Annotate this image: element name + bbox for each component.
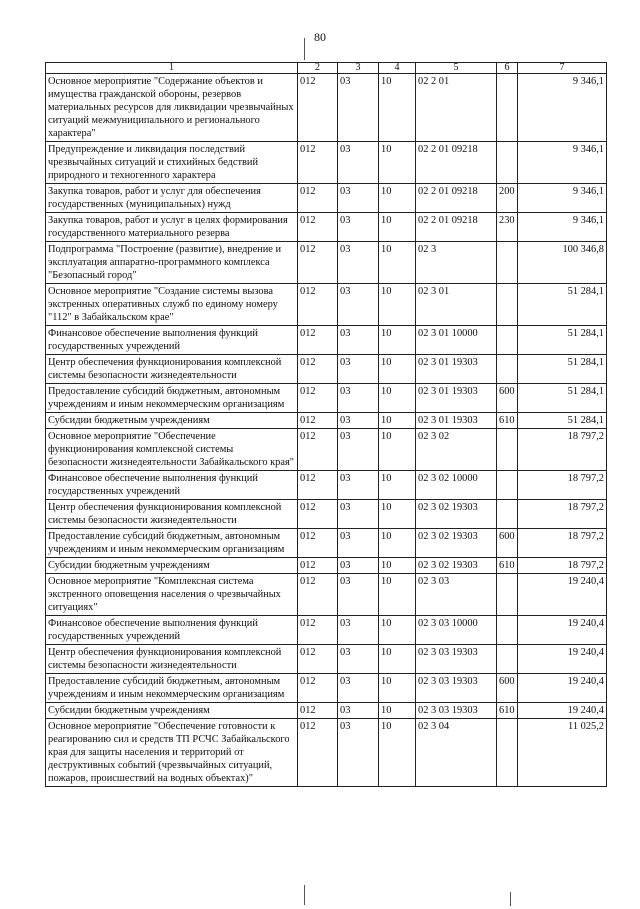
row-name-cell: Подпрограмма "Построение (развитие), внедрение и эксплуатация аппаратно-программного комплекса "Безопасный город" (46, 242, 298, 284)
section-code-cell: 03 (338, 384, 379, 413)
table-row (46, 529, 607, 558)
subsection-code-cell: 10 (379, 242, 416, 284)
page-number: 80 (314, 30, 326, 44)
subsection-code-cell: 10 (379, 674, 416, 703)
target-item-code-cell: 02 3 01 19303 (416, 355, 497, 384)
scan-mark-bottom-left (304, 885, 305, 905)
target-item-code-cell: 02 3 02 19303 (416, 529, 497, 558)
subsection-code-cell: 10 (379, 142, 416, 184)
column-number: 3 (338, 63, 379, 74)
row-name-cell: Основное мероприятие "Обеспечение функционирования комплексной системы безопасности жизнедеятельности Забайкальского края" (46, 429, 298, 471)
table-row (46, 242, 607, 284)
ministry-code-cell: 012 (298, 500, 338, 529)
scan-mark-bottom-right (510, 892, 511, 906)
ministry-code-cell: 012 (298, 284, 338, 326)
row-name-cell: Закупка товаров, работ и услуг в целях формирования государственного материального резерва (46, 213, 298, 242)
target-item-code-cell: 02 3 03 (416, 574, 497, 616)
ministry-code-cell: 012 (298, 674, 338, 703)
table-row (46, 74, 607, 142)
table-row (46, 142, 607, 184)
subsection-code-cell: 10 (379, 74, 416, 142)
table-row (46, 284, 607, 326)
table-row (46, 429, 607, 471)
expense-type-cell (497, 74, 518, 142)
amount-cell: 19 240,4 (518, 674, 607, 703)
row-name-cell: Предоставление субсидий бюджетным, автономным учреждениям и иным некоммерческим организациям (46, 529, 298, 558)
subsection-code-cell: 10 (379, 413, 416, 429)
ministry-code-cell: 012 (298, 326, 338, 355)
amount-cell: 18 797,2 (518, 500, 607, 529)
expense-type-cell (497, 355, 518, 384)
section-code-cell: 03 (338, 674, 379, 703)
ministry-code-cell: 012 (298, 529, 338, 558)
ministry-code-cell: 012 (298, 645, 338, 674)
section-code-cell: 03 (338, 471, 379, 500)
target-item-code-cell: 02 3 03 19303 (416, 703, 497, 719)
amount-cell: 51 284,1 (518, 326, 607, 355)
ministry-code-cell: 012 (298, 74, 338, 142)
row-name-cell: Центр обеспечения функционирования комплексной системы безопасности жизнедеятельности (46, 355, 298, 384)
amount-cell: 9 346,1 (518, 74, 607, 142)
table-row (46, 703, 607, 719)
subsection-code-cell: 10 (379, 529, 416, 558)
target-item-code-cell: 02 3 04 (416, 719, 497, 787)
table-row (46, 574, 607, 616)
section-code-cell: 03 (338, 703, 379, 719)
table-row (46, 413, 607, 429)
ministry-code-cell: 012 (298, 242, 338, 284)
target-item-code-cell: 02 2 01 09218 (416, 142, 497, 184)
target-item-code-cell: 02 3 02 (416, 429, 497, 471)
subsection-code-cell: 10 (379, 384, 416, 413)
target-item-code-cell: 02 3 03 10000 (416, 616, 497, 645)
subsection-code-cell: 10 (379, 355, 416, 384)
expense-type-cell (497, 616, 518, 645)
ministry-code-cell: 012 (298, 355, 338, 384)
amount-cell: 100 346,8 (518, 242, 607, 284)
amount-cell: 18 797,2 (518, 429, 607, 471)
section-code-cell: 03 (338, 429, 379, 471)
section-code-cell: 03 (338, 355, 379, 384)
column-number: 5 (416, 63, 497, 74)
table-row (46, 616, 607, 645)
ministry-code-cell: 012 (298, 184, 338, 213)
amount-cell: 19 240,4 (518, 616, 607, 645)
section-code-cell: 03 (338, 74, 379, 142)
target-item-code-cell: 02 3 03 19303 (416, 645, 497, 674)
column-number: 2 (298, 63, 338, 74)
target-item-code-cell: 02 2 01 (416, 74, 497, 142)
table-row (46, 674, 607, 703)
target-item-code-cell: 02 3 01 10000 (416, 326, 497, 355)
ministry-code-cell: 012 (298, 719, 338, 787)
expense-type-cell (497, 500, 518, 529)
section-code-cell: 03 (338, 142, 379, 184)
subsection-code-cell: 10 (379, 213, 416, 242)
target-item-code-cell: 02 2 01 09218 (416, 213, 497, 242)
subsection-code-cell: 10 (379, 326, 416, 355)
ministry-code-cell: 012 (298, 213, 338, 242)
subsection-code-cell: 10 (379, 616, 416, 645)
amount-cell: 19 240,4 (518, 703, 607, 719)
subsection-code-cell: 10 (379, 471, 416, 500)
row-name-cell: Основное мероприятие "Содержание объектов и имущества гражданской обороны, резервов материальных ресурсов для ликвидации чрезвычайных ситуаций межмуниципального и регионального характера" (46, 74, 298, 142)
expense-type-cell (497, 242, 518, 284)
subsection-code-cell: 10 (379, 284, 416, 326)
target-item-code-cell: 02 3 01 19303 (416, 413, 497, 429)
expense-type-cell (497, 719, 518, 787)
section-code-cell: 03 (338, 574, 379, 616)
section-code-cell: 03 (338, 529, 379, 558)
row-name-cell: Закупка товаров, работ и услуг для обеспечения государственных (муниципальных) нужд (46, 184, 298, 213)
table-row (46, 645, 607, 674)
row-name-cell: Субсидии бюджетным учреждениям (46, 703, 298, 719)
row-name-cell: Финансовое обеспечение выполнения функций государственных учреждений (46, 471, 298, 500)
scan-mark-top (304, 38, 305, 60)
amount-cell: 51 284,1 (518, 284, 607, 326)
expense-type-cell (497, 284, 518, 326)
subsection-code-cell: 10 (379, 719, 416, 787)
expense-type-cell: 610 (497, 703, 518, 719)
target-item-code-cell: 02 2 01 09218 (416, 184, 497, 213)
amount-cell: 9 346,1 (518, 213, 607, 242)
target-item-code-cell: 02 3 01 (416, 284, 497, 326)
budget-table (45, 62, 607, 787)
section-code-cell: 03 (338, 413, 379, 429)
column-number: 7 (518, 63, 607, 74)
target-item-code-cell: 02 3 02 19303 (416, 558, 497, 574)
amount-cell: 9 346,1 (518, 142, 607, 184)
subsection-code-cell: 10 (379, 558, 416, 574)
row-name-cell: Основное мероприятие "Комплексная система экстренного оповещения населения о чрезвычайных ситуациях" (46, 574, 298, 616)
section-code-cell: 03 (338, 500, 379, 529)
table-row (46, 184, 607, 213)
amount-cell: 51 284,1 (518, 384, 607, 413)
expense-type-cell (497, 471, 518, 500)
expense-type-cell: 600 (497, 384, 518, 413)
target-item-code-cell: 02 3 01 19303 (416, 384, 497, 413)
row-name-cell: Субсидии бюджетным учреждениям (46, 558, 298, 574)
expense-type-cell (497, 645, 518, 674)
expense-type-cell (497, 142, 518, 184)
target-item-code-cell: 02 3 02 10000 (416, 471, 497, 500)
expense-type-cell: 610 (497, 558, 518, 574)
ministry-code-cell: 012 (298, 616, 338, 645)
ministry-code-cell: 012 (298, 429, 338, 471)
subsection-code-cell: 10 (379, 500, 416, 529)
column-number-row (46, 63, 607, 74)
ministry-code-cell: 012 (298, 574, 338, 616)
ministry-code-cell: 012 (298, 384, 338, 413)
section-code-cell: 03 (338, 242, 379, 284)
subsection-code-cell: 10 (379, 429, 416, 471)
table-row (46, 719, 607, 787)
section-code-cell: 03 (338, 616, 379, 645)
amount-cell: 19 240,4 (518, 645, 607, 674)
subsection-code-cell: 10 (379, 574, 416, 616)
row-name-cell: Финансовое обеспечение выполнения функций государственных учреждений (46, 616, 298, 645)
table-row (46, 384, 607, 413)
row-name-cell: Основное мероприятие "Обеспечение готовности к реагированию сил и средств ТП РСЧС Забайкальского края для защиты населения и территорий от деструктивных событий (чрезвычайных ситуаций, пожаров, происшествий на водных объектах)" (46, 719, 298, 787)
row-name-cell: Основное мероприятие "Создание системы вызова экстренных оперативных служб по единому номеру "112" в Забайкальском крае" (46, 284, 298, 326)
table-row (46, 500, 607, 529)
section-code-cell: 03 (338, 558, 379, 574)
row-name-cell: Центр обеспечения функционирования комплексной системы безопасности жизнедеятельности (46, 645, 298, 674)
expense-type-cell (497, 429, 518, 471)
expense-type-cell: 600 (497, 529, 518, 558)
target-item-code-cell: 02 3 02 19303 (416, 500, 497, 529)
ministry-code-cell: 012 (298, 142, 338, 184)
amount-cell: 18 797,2 (518, 471, 607, 500)
expense-type-cell: 200 (497, 184, 518, 213)
row-name-cell: Предоставление субсидий бюджетным, автономным учреждениям и иным некоммерческим организациям (46, 384, 298, 413)
amount-cell: 18 797,2 (518, 529, 607, 558)
table-row (46, 326, 607, 355)
ministry-code-cell: 012 (298, 558, 338, 574)
subsection-code-cell: 10 (379, 184, 416, 213)
column-number: 1 (46, 63, 298, 74)
amount-cell: 51 284,1 (518, 355, 607, 384)
amount-cell: 9 346,1 (518, 184, 607, 213)
row-name-cell: Предупреждение и ликвидация последствий чрезвычайных ситуаций и стихийных бедствий природного и техногенного характера (46, 142, 298, 184)
subsection-code-cell: 10 (379, 645, 416, 674)
table-row (46, 558, 607, 574)
amount-cell: 18 797,2 (518, 558, 607, 574)
section-code-cell: 03 (338, 645, 379, 674)
column-number: 4 (379, 63, 416, 74)
ministry-code-cell: 012 (298, 703, 338, 719)
expense-type-cell: 610 (497, 413, 518, 429)
section-code-cell: 03 (338, 184, 379, 213)
expense-type-cell (497, 574, 518, 616)
section-code-cell: 03 (338, 213, 379, 242)
row-name-cell: Финансовое обеспечение выполнения функций государственных учреждений (46, 326, 298, 355)
section-code-cell: 03 (338, 326, 379, 355)
table-row (46, 213, 607, 242)
row-name-cell: Центр обеспечения функционирования комплексной системы безопасности жизнедеятельности (46, 500, 298, 529)
expense-type-cell: 230 (497, 213, 518, 242)
amount-cell: 19 240,4 (518, 574, 607, 616)
row-name-cell: Предоставление субсидий бюджетным, автономным учреждениям и иным некоммерческим организациям (46, 674, 298, 703)
expense-type-cell (497, 326, 518, 355)
subsection-code-cell: 10 (379, 703, 416, 719)
ministry-code-cell: 012 (298, 471, 338, 500)
target-item-code-cell: 02 3 (416, 242, 497, 284)
ministry-code-cell: 012 (298, 413, 338, 429)
amount-cell: 11 025,2 (518, 719, 607, 787)
row-name-cell: Субсидии бюджетным учреждениям (46, 413, 298, 429)
amount-cell: 51 284,1 (518, 413, 607, 429)
section-code-cell: 03 (338, 719, 379, 787)
target-item-code-cell: 02 3 03 19303 (416, 674, 497, 703)
table-row (46, 355, 607, 384)
column-number: 6 (497, 63, 518, 74)
expense-type-cell: 600 (497, 674, 518, 703)
table-row (46, 471, 607, 500)
section-code-cell: 03 (338, 284, 379, 326)
